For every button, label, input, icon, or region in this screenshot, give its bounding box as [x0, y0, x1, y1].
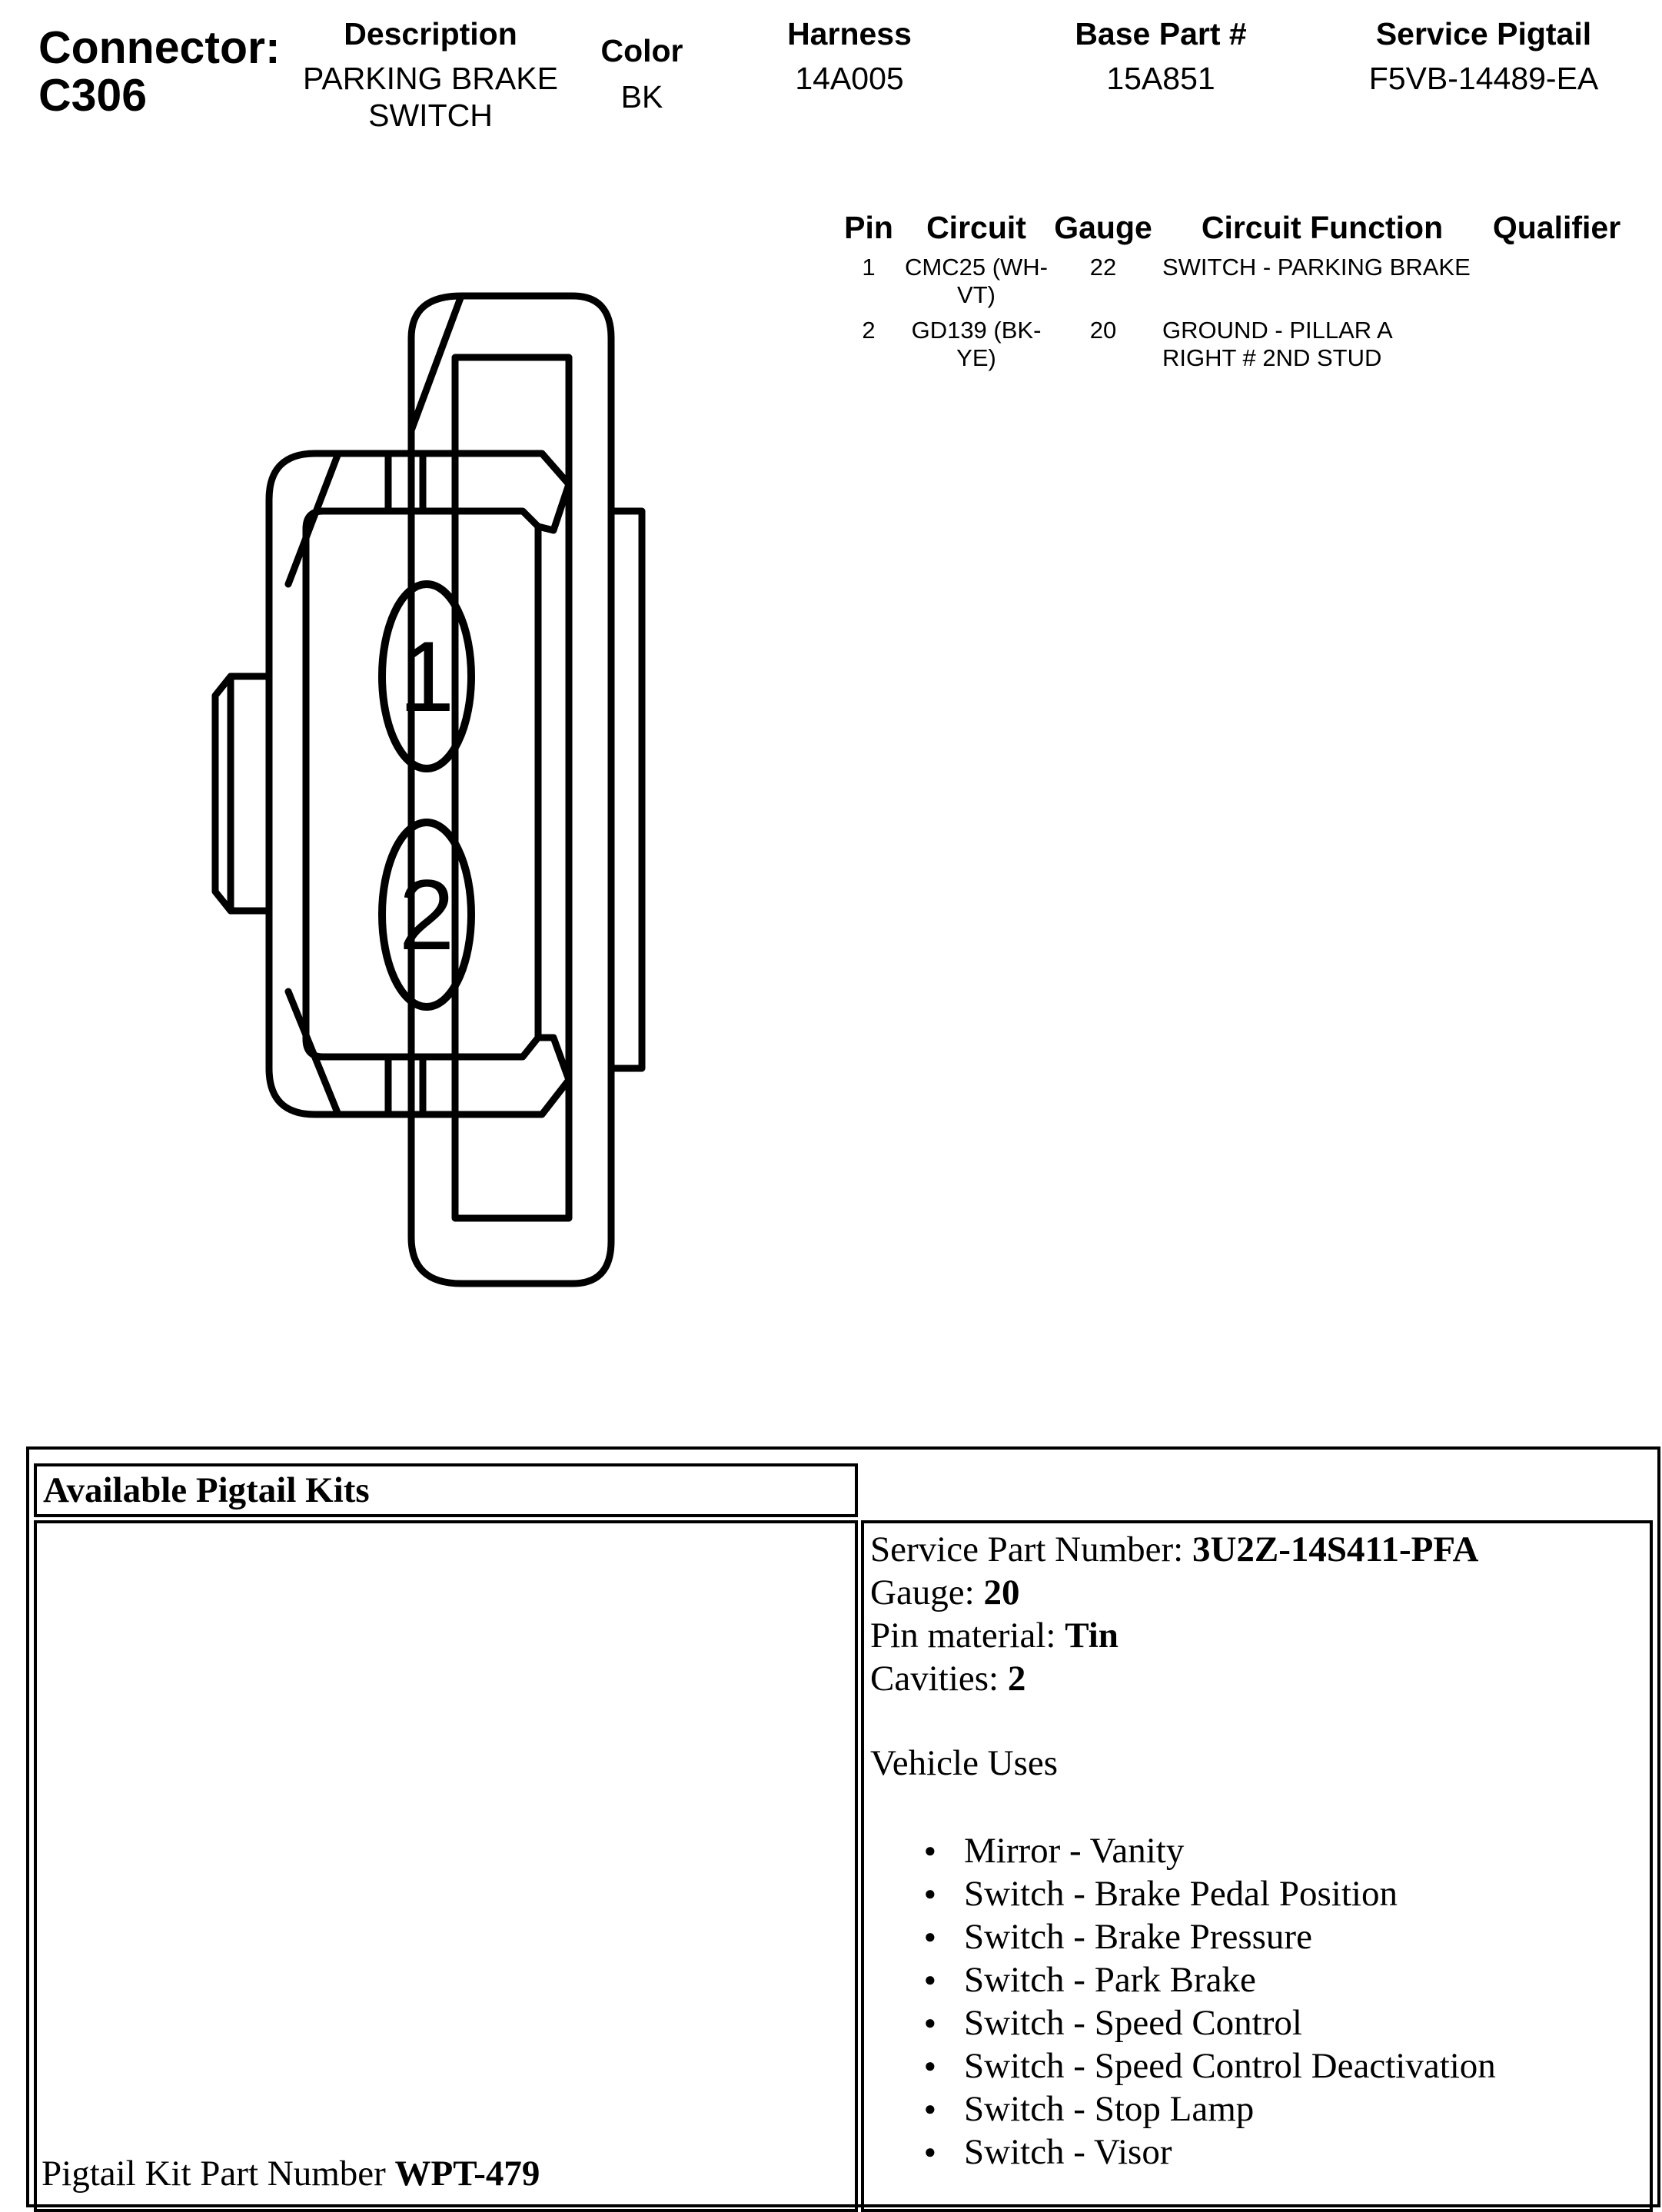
- list-item: ● Switch - Stop Lamp: [924, 2087, 1650, 2131]
- inner-face: [306, 511, 538, 1057]
- kit-gauge-label: Gauge:: [870, 1573, 984, 1613]
- body-outline: [231, 453, 569, 1114]
- qualifier-header: Qualifier: [1492, 210, 1621, 245]
- list-item: ● Switch - Speed Control: [924, 2001, 1650, 2044]
- kit-gauge: [870, 1571, 1650, 1614]
- connector-id: C306: [38, 70, 148, 121]
- row2-circuit-line1: GD139 (BK-: [911, 317, 1042, 344]
- list-item: ● Switch - Speed Control Deactivation: [924, 2044, 1650, 2087]
- harness-label: Harness: [787, 16, 912, 51]
- vehicle-uses-list: [924, 1829, 1650, 2174]
- gauge-header: Gauge: [1054, 210, 1152, 245]
- description-value-line2: SWITCH: [368, 98, 493, 133]
- list-item: ● Switch - Brake Pedal Position: [924, 1872, 1650, 1915]
- description-label: Description: [344, 16, 517, 51]
- list-item: ● Mirror - Vanity: [924, 1829, 1650, 1872]
- latch-frame-outer: [411, 296, 611, 1284]
- pin-1-number: 1: [398, 620, 455, 732]
- row1-function-line1: SWITCH - PARKING BRAKE: [1162, 254, 1471, 281]
- pigtail-kits-heading-cell: [34, 1463, 858, 1517]
- list-item: ● Switch - Park Brake: [924, 1958, 1650, 2001]
- pigtail-kit-details-cell: [861, 1520, 1653, 2212]
- service-part-number: [870, 1528, 1650, 1571]
- pigtail-kit-part-label: Pigtail Kit Part Number: [42, 2154, 395, 2194]
- cavities: [870, 1657, 1650, 1700]
- row2-gauge: 20: [1089, 317, 1117, 344]
- color-label: Color: [600, 33, 683, 68]
- vehicle-uses-label: Vehicle Uses: [870, 1743, 1059, 1783]
- row1-pin: 1: [862, 254, 876, 281]
- base-part-value: 15A851: [1106, 61, 1215, 96]
- list-item: ● Switch - Brake Pressure: [924, 1915, 1650, 1958]
- pigtail-kit-image-cell: [34, 1520, 858, 2212]
- row1-circuit-line2: VT): [957, 281, 996, 308]
- circuit-function-header: Circuit Function: [1201, 210, 1444, 245]
- list-item: ● Switch - Visor: [924, 2131, 1650, 2174]
- connector-diagram: [200, 284, 661, 1314]
- color-value: BK: [620, 79, 663, 115]
- row2-function-line1: GROUND - PILLAR A: [1162, 317, 1393, 344]
- row2-function-line2: RIGHT # 2ND STUD: [1162, 344, 1382, 371]
- service-part-label: Service Part Number:: [870, 1529, 1192, 1569]
- description-value-line1: PARKING BRAKE: [303, 61, 558, 96]
- kit-gauge-value: 20: [983, 1573, 1020, 1613]
- row1-circuit-line1: CMC25 (WH-: [905, 254, 1048, 281]
- cavities-label: Cavities:: [870, 1659, 1008, 1699]
- mating-tab: [215, 676, 269, 911]
- circuit-header: Circuit: [926, 210, 1026, 245]
- base-part-label: Base Part #: [1075, 16, 1247, 51]
- cavities-value: 2: [1007, 1659, 1026, 1699]
- side-rail: [611, 511, 642, 1068]
- service-pigtail-value: F5VB-14489-EA: [1368, 61, 1599, 96]
- pigtail-kits-heading: Available Pigtail Kits: [43, 1470, 370, 1510]
- pin-2-number: 2: [398, 859, 455, 971]
- row1-gauge: 22: [1089, 254, 1117, 281]
- pin-material-value: Tin: [1065, 1616, 1119, 1656]
- pin-header: Pin: [844, 210, 893, 245]
- service-part-value: 3U2Z-14S411-PFA: [1192, 1529, 1479, 1569]
- pigtail-kit-part-number: [42, 2152, 540, 2195]
- row2-pin: 2: [862, 317, 876, 344]
- service-pigtail-label: Service Pigtail: [1375, 16, 1592, 51]
- row2-circuit-line2: YE): [956, 344, 996, 371]
- latch-window: [455, 357, 569, 1218]
- harness-value: 14A005: [795, 61, 904, 96]
- pin-material-label: Pin material:: [870, 1616, 1065, 1656]
- pin-material: [870, 1614, 1650, 1657]
- pigtail-kit-part-value: WPT-479: [394, 2154, 540, 2194]
- connector-label: Connector:: [38, 22, 281, 73]
